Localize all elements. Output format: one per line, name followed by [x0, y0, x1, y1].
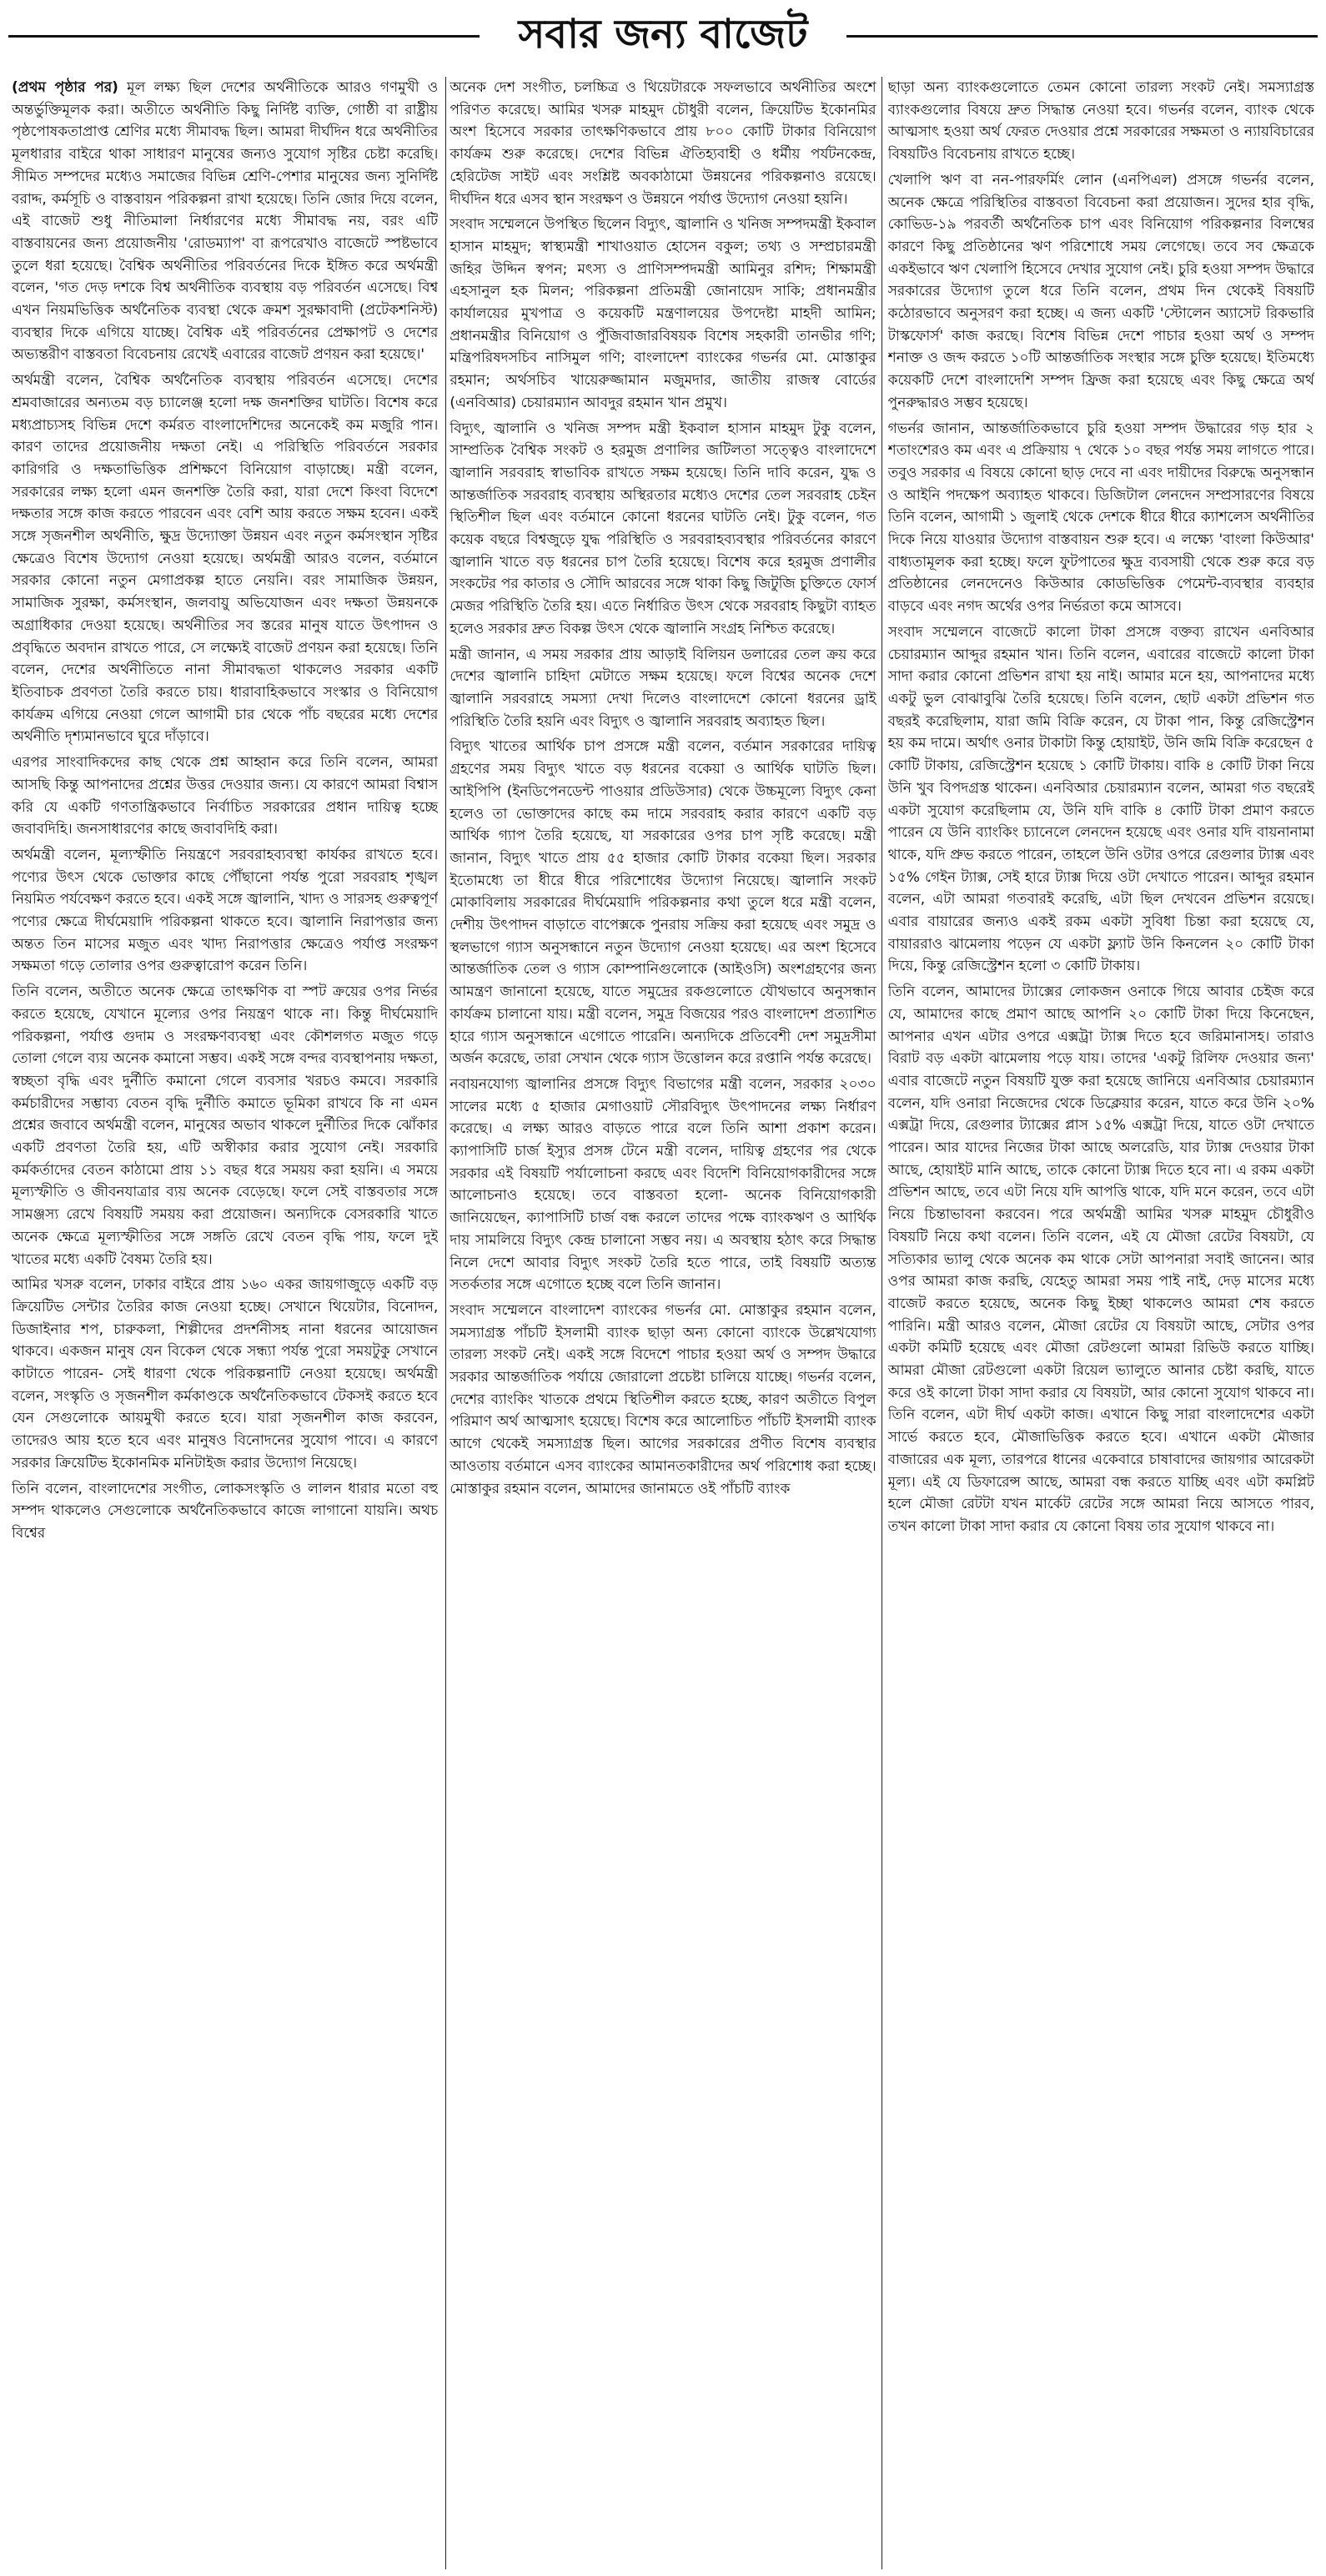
paragraph: সংবাদ সম্মেলনে উপস্থিত ছিলেন বিদ্যুৎ, জ্বালানি ও খনিজ সম্পদমন্ত্রী ইকবাল হাসান মাহমুদ; স্বাস্থ্যমন্ত্রী শাখাওয়াত হোসেন বকুল; তথ্য ও সম্প্রচারমন্ত্রী জহির উদ্দিন স্বপন; মৎস্য ও প্রাণিসম্পদমন্ত্রী আমিনুর রশিদ; শিক্ষামন্ত্রী এহসানুল হক মিলন; পরিকল্পনা প্রতিমন্ত্রী জোনায়েদ সাকি; প্রধানমন্ত্রীর কার্যালয়ের মুখপাত্র ও কয়েকটি মন্ত্রণালয়ের উপদেষ্টা মাহদী আমিন; প্রধানমন্ত্রীর বিনিয়োগ ও পুঁজিবাজারবিষয়ক বিশেষ সহকারী তানভীর গণি; মন্ত্রিপরিষদসচিব নাসিমুল গণি; বাংলাদেশ ব্যাংকের গভর্নর মো. মোস্তাকুর রহমান; অর্থসচিব খায়েরুজ্জামান মজুমদার, জাতীয় রাজস্ব বোর্ডের (এনবিআর) চেয়ারম্যান আবদুর রহমান খান প্রমুখ। [450, 216, 876, 411]
paragraph: ছাড়া অন্য ব্যাংকগুলোতে তেমন কোনো তারল্য সংকট নেই। সমস্যাগ্রস্ত ব্যাংকগুলোর বিষয়ে দ্রুত সিদ্ধান্ত নেওয়া হবে। গভর্নর বলেন, ব্যাংক থেকে আত্মসাৎ হওয়া অর্থ ফেরত দেওয়ার প্রশ্নে সরকারের সক্ষমতা ও ন্যায়বিচারের বিষয়টিও বিবেচনায় রাখতে হচ্ছে। [887, 79, 1314, 164]
paragraph: বিদ্যুৎ, জ্বালানি ও খনিজ সম্পদ মন্ত্রী ইকবাল হাসান মাহমুদ টুকু বলেন, সাম্প্রতিক বৈশ্বিক সংকট ও হরমুজ প্রণালির জটিলতা সত্ত্বেও বাংলাদেশে জ্বালানি সরবরাহ স্বাভাবিক রাখতে সক্ষম হয়েছে। তিনি দাবি করেন, যুদ্ধ ও আন্তর্জাতিক সরবরাহ ব্যবস্থায় অস্থিরতার মধ্যেও দেশের তেল সরবরাহ চেইন স্থিতিশীল ছিল এবং বর্তমানে কোনো ধরনের ঘাটতি নেই। টুকু বলেন, গত কয়েক বছরে বিশ্বজুড়ে যুদ্ধ পরিস্থিতি ও সরবরাহব্যবস্থার পরিবর্তনের কারণে জ্বালানি খাতে বড় ধরনের চাপ তৈরি হয়েছে। বিশেষ করে হরমুজ প্রণালীর সংকটের পর কাতার ও সৌদি আরবের সঙ্গে থাকা কিছু জিটুজি চুক্তিতে ফোর্স মেজর পরিস্থিতি তৈরি হয়। এতে নির্ধারিত উৎস থেকে সরবরাহ কিছুটা ব্যাহত হলেও সরকার দ্রুত বিকল্প উৎস থেকে জ্বালানি সংগ্রহ নিশ্চিত করেছে। [450, 420, 876, 637]
paragraph: সংবাদ সম্মেলনে বাজেটে কালো টাকা প্রসঙ্গে বক্তব্য রাখেন এনবিআর চেয়ারম্যান আব্দুর রহমান খান। তিনি বলেন, এবারের বাজেটে কালো টাকা সাদা করার কোনো প্রভিশন রাখা হয় নাই। আমার মনে হয়, আপনাদের মধ্যে একটু ভুল বোঝাবুঝি তৈরি হয়েছে। তিনি বলেন, ছোট একটা প্রভিশন গত বছরই করেছিলাম, যারা জমি বিক্রি করেন, যে টাকা পান, কিন্তু রেজিস্ট্রেশন হয় কম দামে। অর্থাৎ ওনার টাকাটা কিন্তু হোয়াইট, উনি জমি বিক্রি করেছেন ৫ কোটি টাকায়, রেজিস্ট্রেশন হয়েছে ১ কোটি টাকায়। বাকি ৪ কোটি টাকা নিয়ে উনি খুব বিপদগ্রস্ত থাকেন। এনবিআর চেয়ারম্যান বলেন, আমরা গত বছরেই একটা সুযোগ করেছিলাম যে, উনি যদি বাকি ৪ কোটি টাকা প্রমাণ করতে পারেন যে উনি ব্যাংকিং চ্যানেলে লেনদেন হয়েছে এবং ওনার যদি বায়নানামা থাকে, যদি প্রুভ করতে পারেন, তাহলে উনি ওটার ওপরে রেগুলার ট্যাক্স এবং ১৫% গেইন ট্যাক্স, সেই হারে ট্যাক্স দিয়ে ওটা দেখাতে পারেন। আব্দুর রহমান বলেন, এটা আমরা গতবারই করেছি, এটা ছিল দেখবেন প্রভিশন রয়েছে। এবার বায়ারের জন্যও একই রকম একটা সুবিধা চিন্তা করা হয়েছে যে, বায়াররাও ঝামেলায় পড়েন যে একটা ফ্ল্যাট উনি কিনলেন ২০ কোটি টাকা দিয়ে, কিন্তু রেজিস্ট্রেশন হলো ৩ কোটি টাকায়। [887, 623, 1314, 975]
paragraph: তিনি বলেন, অতীতে অনেক ক্ষেত্রে তাৎক্ষণিক বা স্পট ক্রয়ের ওপর নির্ভর করতে হয়েছে, যেখানে মূল্যের ওপর নিয়ন্ত্রণ থাকে না। কিন্তু দীর্ঘমেয়াদি পরিকল্পনা, পর্যাপ্ত গুদাম ও সংরক্ষণব্যবস্থা এবং কৌশলগত মজুত গড়ে তোলা গেলে ব্যয় অনেক কমানো সম্ভব। একই সঙ্গে বন্দর ব্যবস্থাপনায় দক্ষতা, স্বচ্ছতা বৃদ্ধি এবং দুর্নীতি কমানো গেলে ব্যবসার খরচও কমবে। সরকারি কর্মচারীদের সম্ভাব্য বেতন বৃদ্ধি দুর্নীতি কমাতে ভূমিকা রাখবে কি না এমন প্রশ্নের জবাবে অর্থমন্ত্রী বলেন, মানুষের অভাব থাকলে দুর্নীতির দিকে ঝোঁকার একটি প্রবণতা তৈরি হয়, এটি অস্বীকার করার সুযোগ নেই। সরকারি কর্মকর্তাদের বেতন কাঠামো প্রায় ১১ বছর ধরে সময়য় করা হয়নি। এ সময়ে মূল্যস্ফীতি ও জীবনযাত্রার ব্যয় অনেক বেড়েছে। ফলে সেই বাস্তবতার সঙ্গে সামঞ্জস্য রেখে বিষয়টি সময়য় করা প্রয়োজন। অন্যদিকে বেসরকারি খাতে অনেক ক্ষেত্রে মূল্যস্ফীতির সঙ্গে সঙ্গতি রেখে বেতন বৃদ্ধি পায়, ফলে দুই খাতের মধ্যে একটি বৈষম্য তৈরি হয়। [12, 984, 439, 1268]
article-columns [12, 77, 1314, 2569]
paragraph: অর্থমন্ত্রী বলেন, মূল্যস্ফীতি নিয়ন্ত্রণে সরবরাহব্যবস্থা কার্যকর রাখতে হবে। পণ্যের উৎস থেকে ভোক্তার কাছে পৌঁছানো পর্যন্ত পুরো সরবরাহ শৃঙ্খল নিয়মিত পর্যবেক্ষণ করতে হবে। একই সঙ্গে জ্বালানি, খাদ্য ও সারসহ গুরুত্বপূর্ণ পণ্যের ক্ষেত্রে দীর্ঘমেয়াদি পরিকল্পনা থাকতে হবে। জ্বালানি নিরাপত্তার জন্য অন্তত তিন মাসের মজুত এবং খাদ্য নিরাপত্তার ক্ষেত্রেও পর্যাপ্ত সংরক্ষণ সক্ষমতা গড়ে তোলার ওপর গুরুত্বারোপ করেন তিনি। [12, 846, 439, 975]
paragraph: আমির খসরু বলেন, ঢাকার বাইরে প্রায় ১৬০ একর জায়গাজুড়ে একটি বড় ক্রিয়েটিভ সেন্টার তৈরির কাজ নেওয়া হচ্ছে। সেখানে থিয়েটার, বিনোদন, ডিজাইনার শপ, চারুকলা, শিল্পীদের প্রদর্শনীসহ নানা ধরনের আয়োজন থাকবে। একজন মানুষ যেন বিকেল থেকে সন্ধ্যা পর্যন্ত পুরো সময়টুকু সেখানে কাটাতে পারেন- সেই ধারণা থেকে পরিকল্পনাটি নেওয়া হয়েছে। অর্থমন্ত্রী বলেন, সংস্কৃতি ও সৃজনশীল কর্মকাণ্ডকে অর্থনৈতিকভাবে টেকসই করতে হবে যেন সেগুলোকে আয়মুখী করতে হবে। যারা সৃজনশীল কাজ করবেন, তাদেরও আয় হতে হবে এবং মানুষও বিনোদনের সুযোগ পাবে। এ কারণে সরকার ক্রিয়েটিভ ইকোনমিক মনিটাইজ করার উদ্যোগ নিয়েছে। [12, 1276, 439, 1472]
article-column-2 [450, 77, 876, 2569]
page-title: সবার জন্য বাজেট [518, 11, 808, 58]
header-rule-left [8, 35, 480, 38]
paragraph: অনেক দেশ সংগীত, চলচ্চিত্র ও থিয়েটারকে সফলভাবে অর্থনীতির অংশে পরিণত করেছে। আমির খসরু মাহমুদ চৌধুরী বলেন, ক্রিয়েটিভ ইকোনমির অংশ হিসেবে সরকার তাৎক্ষণিকভাবে প্রায় ৮০০ কোটি টাকার বিনিয়োগ কার্যক্রম শুরু করেছে। দেশের বিভিন্ন ঐতিহ্যবাহী ও ধর্মীয় পর্যটনকেন্দ্র, হেরিটেজ সাইট এবং সংশ্লিষ্ট অবকাঠামো উন্নয়নের পরিকল্পনাও রয়েছে। দীর্ঘদিন ধরে এসব স্থান সংরক্ষণ ও উন্নয়নে পর্যাপ্ত উদ্যোগ নেওয়া হয়নি। [450, 79, 876, 208]
article-column-1 [12, 77, 438, 2569]
header-rule-right [846, 35, 1318, 38]
paragraph-text: মূল লক্ষ্য ছিল দেশের অর্থনীতিকে আরও গণমুখী ও অন্তর্ভুক্তিমূলক করা। অতীতে অর্থনীতি কিছু নির্দিষ্ট ব্যক্তি, গোষ্ঠী বা রাষ্ট্রীয় পৃষ্ঠপোষকতাপ্রাপ্ত শ্রেণির মধ্যে সীমাবদ্ধ ছিল। আমরা দীর্ঘদিন ধরে অর্থনীতির মূলধারার বাইরে থাকা সাধারণ মানুষের জন্যও সুযোগ সৃষ্টির চেষ্টা করেছি। সীমিত সম্পদের মধ্যেও সমাজের বিভিন্ন শ্রেণি-পেশার মানুষের জন্য সুনির্দিষ্ট বরাদ্দ, কর্মসূচি ও বাস্তবায়ন পরিকল্পনা রাখা হয়েছে। তিনি জোর দিয়ে বলেন, এই বাজেট শুধু নীতিমালা নির্ধারণের মধ্যে সীমাবদ্ধ নয়, বরং এটি বাস্তবায়নের জন্য প্রয়োজনীয় 'রোডম্যাপ' বা রূপরেখাও বাজেটে স্পষ্টভাবে তুলে ধরা হয়েছে। বৈশ্বিক অর্থনীতির পরিবর্তনের দিকে ইঙ্গিত করে অর্থমন্ত্রী বলেন, 'গত দেড় দশকে বিশ্ব অর্থনীতিক ব্যবস্থায় বড় পরিবর্তন এসেছে। বিশ্ব এখন নিয়মভিত্তিক অর্থনৈতিক ব্যবস্থা থেকে ক্রমশ সুরক্ষাবাদী (প্রটেকশনিস্ট) ব্যবস্থার দিকে এগিয়ে যাচ্ছে। বৈশ্বিক এই পরিবর্তনের প্রেক্ষাপট ও দেশের অভ্যন্তরীণ বাস্তবতা বিবেচনায় রেখেই এবারের বাজেট প্রণয়ন করা হয়েছে।' [12, 79, 439, 364]
paragraph: অর্থমন্ত্রী বলেন, বৈশ্বিক অর্থনৈতিক ব্যবস্থায় পরিবর্তন এসেছে। দেশের শ্রমবাজারের অন্যতম বড় চ্যালেঞ্জ হলো দক্ষ জনশক্তির ঘাটতি। বিশেষ করে মধ্যপ্রাচ্যসহ বিভিন্ন দেশে কর্মরত বাংলাদেশিদের অনেকেই কম মজুরি পান। কারণ তাদের প্রয়োজনীয় দক্ষতা নেই। এ পরিস্থিতি পরিবর্তনে সরকার কারিগরি ও দক্ষতাভিত্তিক প্রশিক্ষণে বিনিয়োগ বাড়াচ্ছে। মন্ত্রী বলেন, সরকারের লক্ষ্য হলো এমন জনশক্তি তৈরি করা, যারা দেশে কিংবা বিদেশে দক্ষতার সঙ্গে কাজ করতে পারবেন এবং বেশি আয় করতে সক্ষম হবেন। একই সঙ্গে সৃজনশীল অর্থনীতি, ক্ষুদ্র উদ্যোক্তা উন্নয়ন এবং নতুন কর্মসংস্থান সৃষ্টির ক্ষেত্রেও বিশেষ উদ্যোগ নেওয়া হয়েছে। অর্থমন্ত্রী আরও বলেন, বর্তমানে সরকার কোনো নতুন মেগাপ্রকল্প হাতে নেয়নি। বরং সামাজিক উন্নয়ন, সামাজিক সুরক্ষা, কর্মসংস্থান, জলবায়ু অভিযোজন এবং দক্ষতা উন্নয়নকে অগ্রাধিকার দেওয়া হয়েছে। অর্থনীতির সব স্তরের মানুষ যাতে উৎপাদন ও প্রবৃদ্ধিতে অবদান রাখতে পারে, সে লক্ষ্যেই বাজেট প্রণয়ন করা হয়েছে। তিনি বলেন, দেশের অর্থনীতিতে নানা সীমাবদ্ধতা থাকলেও সরকার একটি ইতিবাচক প্রবণতা তৈরি করতে চায়। ধারাবাহিকভাবে সংস্কার ও বিনিয়োগ কার্যক্রম এগিয়ে নেওয়া গেলে আগামী চার থেকে পাঁচ বছরের মধ্যে দেশের অর্থনীতি দৃশ্যমানভাবে ঘুরে দাঁড়াবে। [12, 372, 439, 746]
paragraph: এরপর সাংবাদিকদের কাছ থেকে প্রশ্ন আহ্বান করে তিনি বলেন, আমরা আসছি কিন্তু আপনাদের প্রশ্নের উত্তর দেওয়ার জন্য। যে কারণে আমরা বিশ্বাস করি যে একটি গণতান্ত্রিকভাবে নির্বাচিত সরকারের প্রধান দায়িত্ব হচ্ছে জবাবদিহি। জনসাধারণের কাছে জবাবদিহি করা। [12, 754, 439, 838]
paragraph: তিনি বলেন, আমাদের ট্যাক্সের লোকজন ওনাকে গিয়ে আবার চেইজ করে যে, আমাদের কাছে প্রমাণ আছে আপনি ২০ কোটি টাকা দিয়ে কিনেছেন, আপনার এখন এটার ওপরে এক্সট্রা ট্যাক্স দিতে হবে জরিমানাসহ। তারাও বিরাট বড় একটা ঝামেলায় পড়ে যায়। তাদের 'একটু রিলিফ দেওয়ার জন্য' এবার বাজেটে নতুন বিষয়টি যুক্ত করা হয়েছে জানিয়ে এনবিআর চেয়ারম্যান বলেন, যদি ওনারা নিজেদের থেকে ডিক্লেয়ার করেন, যাতে করে উনি ২০% এক্সট্রা দিয়ে, রেগুলার ট্যাক্সের প্লাস ১৫% এক্সট্রা দিয়ে, যাতে ওটা দেখাতে পারেন। আর যাদের নিজের টাকা আছে অলরেডি, যার ট্যাক্স দেওয়ার টাকা আছে, হোয়াইট মানি আছে, তাকে কোনো ট্যাক্স দিতে হবে না। এ রকম একটা প্রভিশন আছে, তবে এটা নিয়ে যদি আপত্তি থাকে, যদি মনে করেন, তবে এটা নিয়ে চিন্তাভাবনা করবেন। পরে অর্থমন্ত্রী আমির খসরু মাহমুদ চৌধুরীও বিষয়টি নিয়ে কথা বলেন। তিনি বলেন, এই যে মৌজা রেটের বিষয়টা, যে সত্যিকার ভ্যালু থেকে অনেক কম থাকে সেটা আপনারা সবাই জানেন। আর ওপর আমরা কাজ করছি, যেহেতু আমরা সময় পাই নাই, দেড় মাসের মধ্যে বাজেট করতে হয়েছে, অনেক কিছু ইচ্ছা থাকলেও আমরা শেষ করতে পারিনি। মন্ত্রী আরও বলেন, মৌজা রেটের যে বিষয়টা আছে, সেটার ওপর একটা কমিটি হয়েছে এবং মৌজা রেটগুলো আমরা রিভিউ করতে যাচ্ছি। আমরা মৌজা রেটগুলো একটা রিয়েল ভ্যালুতে আনার চেষ্টা করছি, যাতে করে ওই কালো টাকা সাদা করার যে বিষয়টা, আর কোনো সুযোগ থাকবে না। তিনি বলেন, এটা দীর্ঘ একটা কাজ। এখানে কিছু সারা বাংলাদেশের একটা সার্ভে করতে হবে, মৌজাভিত্তিক করতে হবে। এখানে একটা মৌজার বাজারের এক মূল্য, তারপরে ধানের একেবারে চাষাবাদের জায়গার আরেকটা মূল্য। এই যে ডিফারেন্স আছে, আমরা বন্ধ করতে যাচ্ছি এবং এটা কমপ্লিট হলে মৌজা রেটটা যখন মার্কেট রেটের সঙ্গে আমরা নিয়ে আসতে পারব, তখন কালো টাকা সাদা করার যে কোনো বিষয় তার সুযোগ থাকবে না। [887, 984, 1314, 1535]
paragraph: সংবাদ সম্মেলনে বাংলাদেশ ব্যাংকের গভর্নর মো. মোস্তাকুর রহমান বলেন, সমস্যাগ্রস্ত পাঁচটি ইসলামী ব্যাংক ছাড়া অন্য কোনো ব্যাংকে উল্লেখযোগ্য তারল্য সংকট নেই। একই সঙ্গে বিদেশে পাচার হওয়া অর্থ ও সম্পদ উদ্ধারে সরকার আন্তর্জাতিক পর্যায়ে জোরালো প্রচেষ্টা চালিয়ে যাচ্ছে। গভর্নর বলেন, দেশের ব্যাংকিং খাতকে প্রথমে স্থিতিশীল করতে হচ্ছে, কারণ অতীতে বিপুল পরিমাণ অর্থ আত্মসাৎ হয়েছে। বিশেষ করে আলোচিত পাঁচটি ইসলামী ব্যাংক আগে থেকেই সমস্যাগ্রস্ত ছিল। আগের সরকারের প্রণীত বিশেষ ব্যবস্থার আওতায় বর্তমানে এসব ব্যাংকের আমানতকারীদের অর্থ পরিশোধ করা হচ্ছে। মোস্তাকুর রহমান বলেন, আমাদের জানামতে ওই পাঁচটি ব্যাংক [450, 1301, 876, 1497]
paragraph: খেলাপি ঋণ বা নন-পারফর্মিং লোন (এনপিএল) প্রসঙ্গে গভর্নর বলেন, অনেক ক্ষেত্রে পরিস্থিতির বাস্তবতা বিবেচনা করা প্রয়োজন। সুদের হার বৃদ্ধি, কোভিড-১৯ পরবর্তী অর্থনৈতিক চাপ এবং বিনিয়োগ পরিকল্পনার বিলম্বের কারণে কিছু প্রতিষ্ঠানের ঋণ পরিশোধে সময় লেগেছে। তবে সব ক্ষেত্রকে একইভাবে ঋণ খেলাপি হিসেবে দেখার সুযোগ নেই। চুরি হওয়া সম্পদ উদ্ধারে সরকারের উদ্যোগ তুলে ধরে তিনি বলেন, প্রথম দিন থেকেই বিষয়টি কঠোরভাবে অনুসরণ করা হচ্ছে। এ জন্য একটি 'স্টোলেন অ্যাসেট রিকভারি টাস্কফোর্স' কাজ করছে। বিশেষ বিভিন্ন দেশে পাচার হওয়া অর্থ ও সম্পদ শনাক্ত ও জব্দ করতে ১০টি আন্তর্জাতিক সংস্থার সঙ্গে চুক্তি হয়েছে। ইতিমধ্যে কয়েকটি দেশে বাংলাদেশি সম্পদ ফ্রিজ করা হয়েছে এবং কিছু ক্ষেত্রে অর্থ পুনরুদ্ধারও সম্ভব হয়েছে। [887, 171, 1314, 411]
page-header [0, 0, 1326, 73]
paragraph: বিদ্যুৎ খাতের আর্থিক চাপ প্রসঙ্গে মন্ত্রী বলেন, বর্তমান সরকারের দায়িত্ব গ্রহণের সময় বিদ্যুৎ খাতে বড় ধরনের বকেয়া ও আর্থিক ঘাটতি ছিল। আইপিপি (ইনডিপেনডেন্ট পাওয়ার প্রডিউসার) থেকে উচ্চমূল্যে বিদ্যুৎ কেনা হলেও তা ভোক্তাদের কাছে কম দামে সরবরাহ করার কারণে একটি বড় আর্থিক গ্যাপ তৈরি হয়েছে, যা সরকারের ওপর চাপ সৃষ্টি করেছে। মন্ত্রী জানান, বিদ্যুৎ খাতে প্রায় ৫৫ হাজার কোটি টাকার বকেয়া ছিল। সরকার ইতোমধ্যে তা ধীরে ধীরে পরিশোধের উদ্যোগ নিয়েছে। জ্বালানি সংকট মোকাবিলায় সরকারের দীর্ঘমেয়াদি পরিকল্পনার কথা তুলে ধরে মন্ত্রী বলেন, দেশীয় উৎপাদন বাড়াতে বাপেক্সকে পুনরায় সক্রিয় করা হয়েছে এবং সমুদ্র ও স্থলভাগে গ্যাস অনুসন্ধানে নতুন উদ্যোগ নেওয়া হয়েছে। এর অংশ হিসেবে আন্তর্জাতিক তেল ও গ্যাস কোম্পানিগুলোকে (আইওসি) অংশগ্রহণের জন্য আমন্ত্রণ জানানো হয়েছে, যাতে সমুদ্রের রকগুলোতে যৌথভাবে অনুসন্ধান কার্যক্রম চালানো যায়। মন্ত্রী বলেন, সমুদ্র বিজয়ের পরও বাংলাদেশ প্রত্যাশিত হারে গ্যাস অনুসন্ধানে এগোতে পারেনি। অন্যদিকে প্রতিবেশী দেশ সমুদ্রসীমা অর্জন করেছে, তারা সেখান থেকে গ্যাস উত্তোলন করে রপ্তানি পর্যন্ত করেছে। [450, 738, 876, 1068]
article-column-3 [888, 77, 1314, 2569]
continued-marker: (প্রথম পৃষ্ঠার পর) [12, 79, 118, 96]
paragraph [12, 77, 438, 366]
paragraph: গভর্নর জানান, আন্তর্জাতিকভাবে চুরি হওয়া সম্পদ উদ্ধারের গড় হার ২ শতাংশেরও কম এবং এ প্রক্রিয়ায় ৭ থেকে ১০ বছর পর্যন্ত সময় লাগতে পারে। তবুও সরকার এ বিষয়ে কোনো ছাড় দেবে না এবং দায়ীদের বিরুদ্ধে অনুসন্ধান ও আইনি পদক্ষেপ অব্যাহত থাকবে। ডিজিটাল লেনদেন সম্প্রসারণের বিষয়ে তিনি বলেন, আগামী ১ জুলাই থেকে দেশকে ধীরে ধীরে ক্যাশলেস অর্থনীতির দিকে নিয়ে যাওয়ার উদ্যোগ বাস্তবায়ন শুরু হবে। এ লক্ষ্যে 'বাংলা কিউআর' বাধ্যতামূলক করা হচ্ছে। ফলে ফুটপাতের ক্ষুদ্র ব্যবসায়ী থেকে শুরু করে বড় প্রতিষ্ঠানের লেনদেনেও কিউআর কোডভিত্তিক পেমেন্ট-ব্যবস্থার ব্যবহার বাড়বে এবং নগদ অর্থের ওপর নির্ভরতা কমে আসবে। [887, 420, 1314, 616]
paragraph: মন্ত্রী জানান, এ সময় সরকার প্রায় আড়াই বিলিয়ন ডলারের তেল ক্রয় করে দেশের জ্বালানি চাহিদা মেটাতে সক্ষম হয়েছে। ফলে বিশ্বের অনেক দেশে জ্বালানি সরবরাহে সমস্যা দেখা দিলেও বাংলাদেশে কোনো ধরনের ড্রাই পরিস্থিতি তৈরি হয়নি এবং বিদ্যুৎ ও জ্বালানি সরবরাহ অব্যাহত ছিল। [450, 646, 876, 730]
paragraph: নবায়নযোগ্য জ্বালানির প্রসঙ্গে বিদ্যুৎ বিভাগের মন্ত্রী বলেন, সরকার ২০৩০ সালের মধ্যে ৫ হাজার মেগাওয়াট সৌরবিদ্যুৎ উৎপাদনের লক্ষ্য নির্ধারণ করেছে। এ লক্ষ্য আরও বাড়তে পারে বলে তিনি আশা প্রকাশ করেন। ক্যাপাসিটি চার্জ ইস্যুর প্রসঙ্গ টেনে মন্ত্রী বলেন, দায়িত্ব গ্রহণের পর থেকে সরকার এই বিষয়টি পর্যালোচনা করছে এবং বিদেশি বিনিয়োগকারীদের সঙ্গে আলোচনাও হয়েছে। তবে বাস্তবতা হলো- অনেক বিনিয়োগকারী জানিয়েছেন, ক্যাপাসিটি চার্জ বন্ধ করলে তাদের পক্ষে ব্যাংকঋণ ও আর্থিক দায় সামলিয়ে বিদ্যুৎ কেন্দ্র চালানো সম্ভব নয়। এ অবস্থায় হঠাৎ করে সিদ্ধান্ত নিলে দেশে আবার বিদ্যুৎ সংকট তৈরি হতে পারে, তাই বিষয়টি অত্যন্ত সতর্কতার সঙ্গে এগোতে হচ্ছে বলে তিনি জানান। [450, 1075, 876, 1294]
paragraph: তিনি বলেন, বাংলাদেশের সংগীত, লোকসংস্কৃতি ও লালন ধারার মতো বহু সম্পদ থাকলেও সেগুলোকে অর্থনৈতিকভাবে কাজে লাগানো যায়নি। অথচ বিশ্বের [12, 1480, 439, 1542]
